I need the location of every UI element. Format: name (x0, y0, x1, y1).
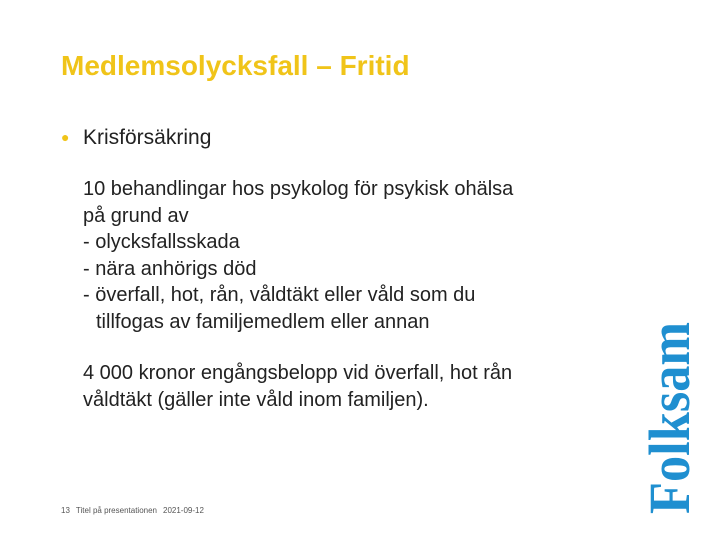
paragraph-line: - nära anhörigs död (83, 257, 257, 280)
slide-title: Medlemsolycksfall – Fritid (61, 50, 410, 81)
folksam-logo-text: Folksam (637, 301, 702, 514)
paragraph-line: 4 000 kronor engångsbelopp vid överfall, hot rån (83, 362, 513, 384)
paragraph-line: - överfall, hot, rån, våldtäkt eller våld som du (83, 284, 476, 306)
paragraph-lump-sum (83, 360, 512, 413)
paragraph-line: tillfogas av familjemedlem eller annan (96, 310, 430, 333)
bullet-label: Krisförsäkring (83, 126, 212, 149)
paragraph-treatments (83, 176, 513, 335)
paragraph-line: på grund av (83, 204, 189, 227)
bullet-item-krisforsakring (61, 126, 211, 150)
paragraph-line: 10 behandlingar hos psykolog för psykisk ohälsa (83, 178, 514, 200)
folksam-logo (637, 301, 702, 516)
presentation-date: 2021-09-12 (163, 506, 204, 515)
slide-footer (61, 506, 210, 515)
presentation-title: Titel på presentationen (75, 506, 157, 515)
bullet-dot-icon: ● (61, 129, 70, 145)
paragraph-line: våldtäkt (gäller inte våld inom familjen). (83, 388, 429, 411)
page-number: 13 (61, 506, 70, 515)
paragraph-line: - olycksfallsskada (83, 231, 240, 253)
